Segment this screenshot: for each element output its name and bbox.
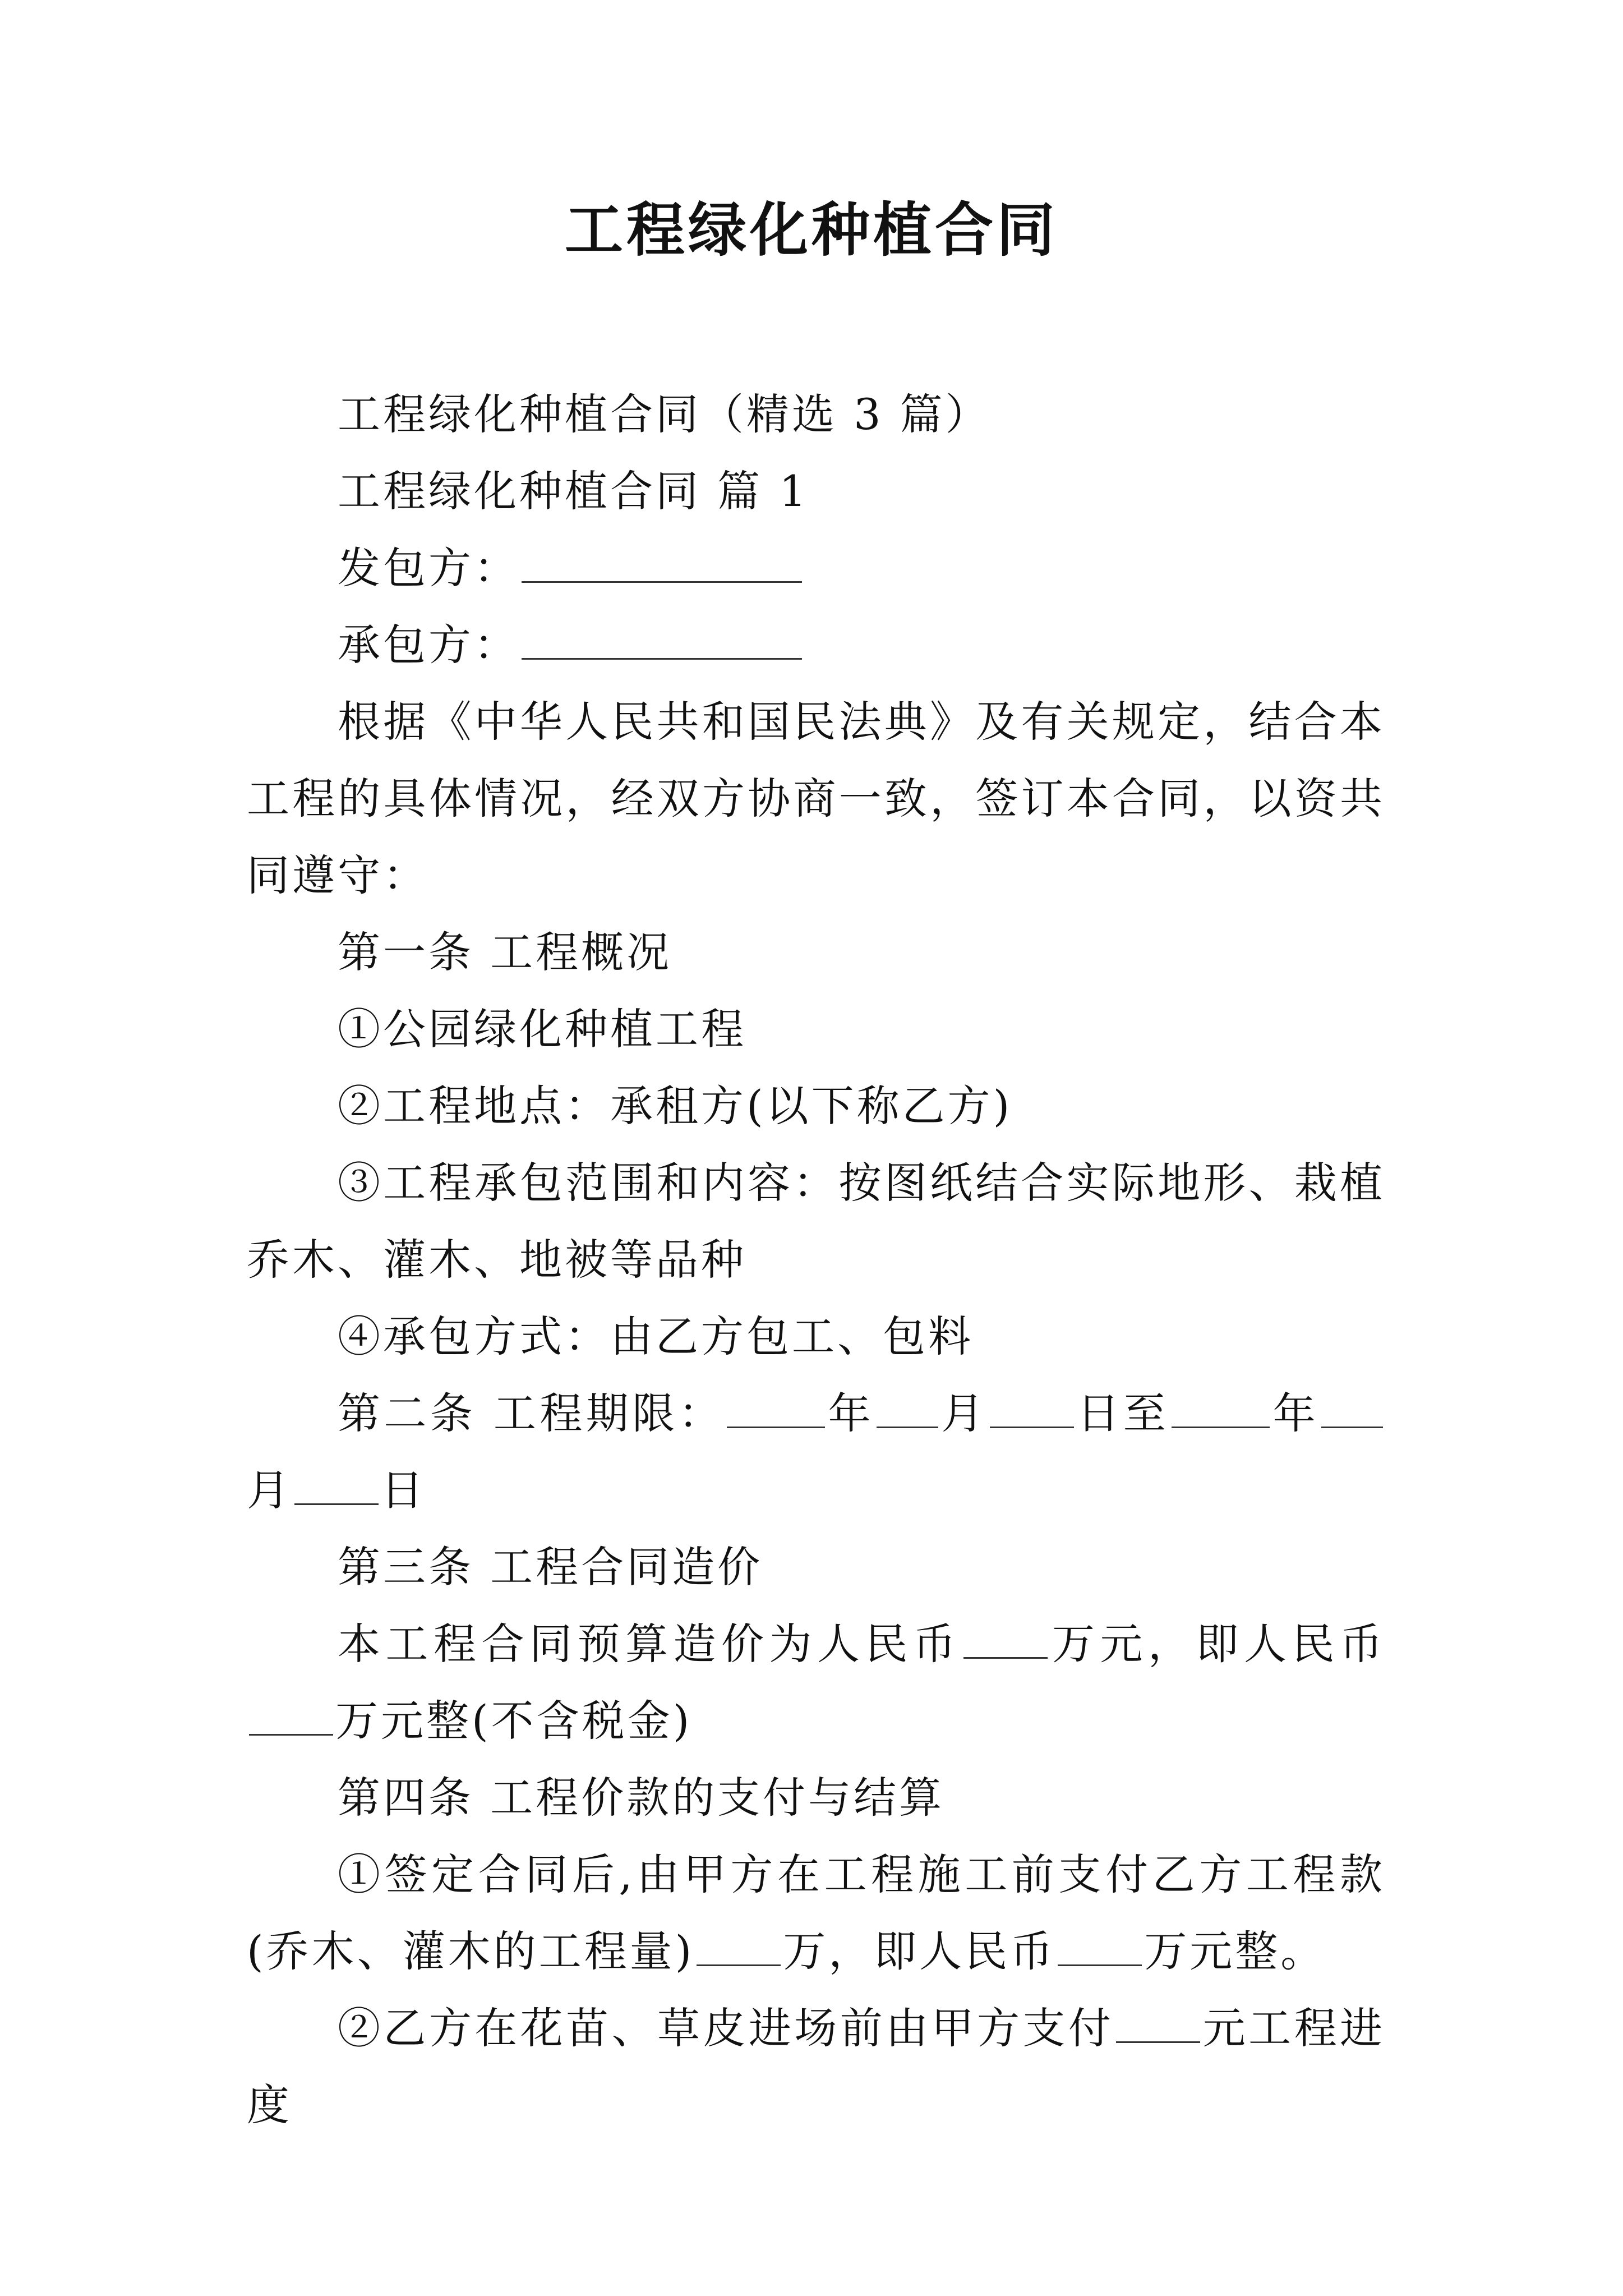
article-1-heading: 第一条 工程概况: [338, 927, 672, 977]
end-month-blank: [1321, 1394, 1383, 1428]
start-month-blank: [877, 1394, 938, 1428]
article-4-item-2-text-a: ②乙方在花苗、草皮进场前由甲方支付: [338, 2003, 1114, 2053]
end-month-label: 月: [247, 1465, 292, 1515]
party-b-line: [247, 606, 1385, 683]
end-year-label: 年: [1272, 1388, 1320, 1438]
article-4-heading: 第四条 工程价款的支付与结算: [338, 1773, 945, 1823]
article-1-item-1: ①公园绿化种植工程: [338, 1004, 746, 1054]
article-3-paragraph: [247, 1605, 1385, 1759]
article-3-text-b: 万元，即人民币: [1049, 1619, 1385, 1669]
end-day-label: 日: [381, 1465, 426, 1515]
subtitle-paragraph: 工程绿化种植合同（精选 3 篇）: [338, 389, 991, 439]
start-month-label: 月: [940, 1388, 988, 1438]
budget-blank-2: [249, 1701, 333, 1736]
article-3-text-c: 万元整(不含税金): [335, 1696, 693, 1746]
party-b-label: 承包方：: [338, 620, 519, 670]
article-1-item-3: ③工程承包范围和内容：按图纸结合实际地形、栽植乔木、灌木、地被等品种: [247, 1158, 1385, 1285]
article-1-item-4: ④承包方式：由乙方包工、包料: [338, 1312, 974, 1361]
article-4-item-1: [247, 1836, 1385, 1990]
payment-blank-3: [1116, 2009, 1200, 2043]
article-3-text-a: 本工程合同预算造价为人民币: [338, 1619, 961, 1669]
start-day-label: 日至: [1076, 1388, 1170, 1438]
article-4-item-2: [247, 1990, 1385, 2143]
payment-blank-2: [1058, 1932, 1142, 1966]
article-2-paragraph: [247, 1375, 1385, 1529]
article-3-heading: 第三条 工程合同造价: [338, 1542, 763, 1592]
party-b-blank: [522, 625, 802, 660]
article-2-prefix: 第二条 工程期限：: [338, 1388, 725, 1438]
intro-paragraph: 根据《中华人民共和国民法典》及有关规定，结合本工程的具体情况，经双方协商一致，签订本合同，以资共同遵守：: [247, 697, 1385, 900]
end-day-blank: [294, 1471, 379, 1505]
article-4-item-1-text-b: 万，即人民币: [783, 1926, 1056, 1976]
party-a-blank: [522, 549, 802, 583]
article-1-item-2: ②工程地点：承租方(以下称乙方): [338, 1081, 1013, 1131]
document-body: [247, 376, 1385, 2143]
article-4-item-1-text-a: ①签定合同后,由甲方在工程施工前支付乙方工程款(乔木、灌木的工程量): [247, 1849, 1385, 1976]
start-year-blank: [727, 1394, 825, 1428]
party-a-line: [247, 530, 1385, 606]
budget-blank-1: [963, 1625, 1048, 1659]
party-a-label: 发包方：: [338, 543, 519, 593]
document-title: 工程绿化种植合同: [564, 196, 1058, 264]
article-4-item-2-text-b: 元工程进度: [247, 2003, 1386, 2130]
article-4-item-1-text-c: 万元整。: [1144, 1926, 1326, 1976]
chapter-heading: 工程绿化种植合同 篇 1: [338, 466, 809, 516]
payment-blank-1: [697, 1932, 781, 1966]
start-year-label: 年: [827, 1388, 874, 1438]
start-day-blank: [990, 1394, 1074, 1428]
end-year-blank: [1172, 1394, 1270, 1428]
